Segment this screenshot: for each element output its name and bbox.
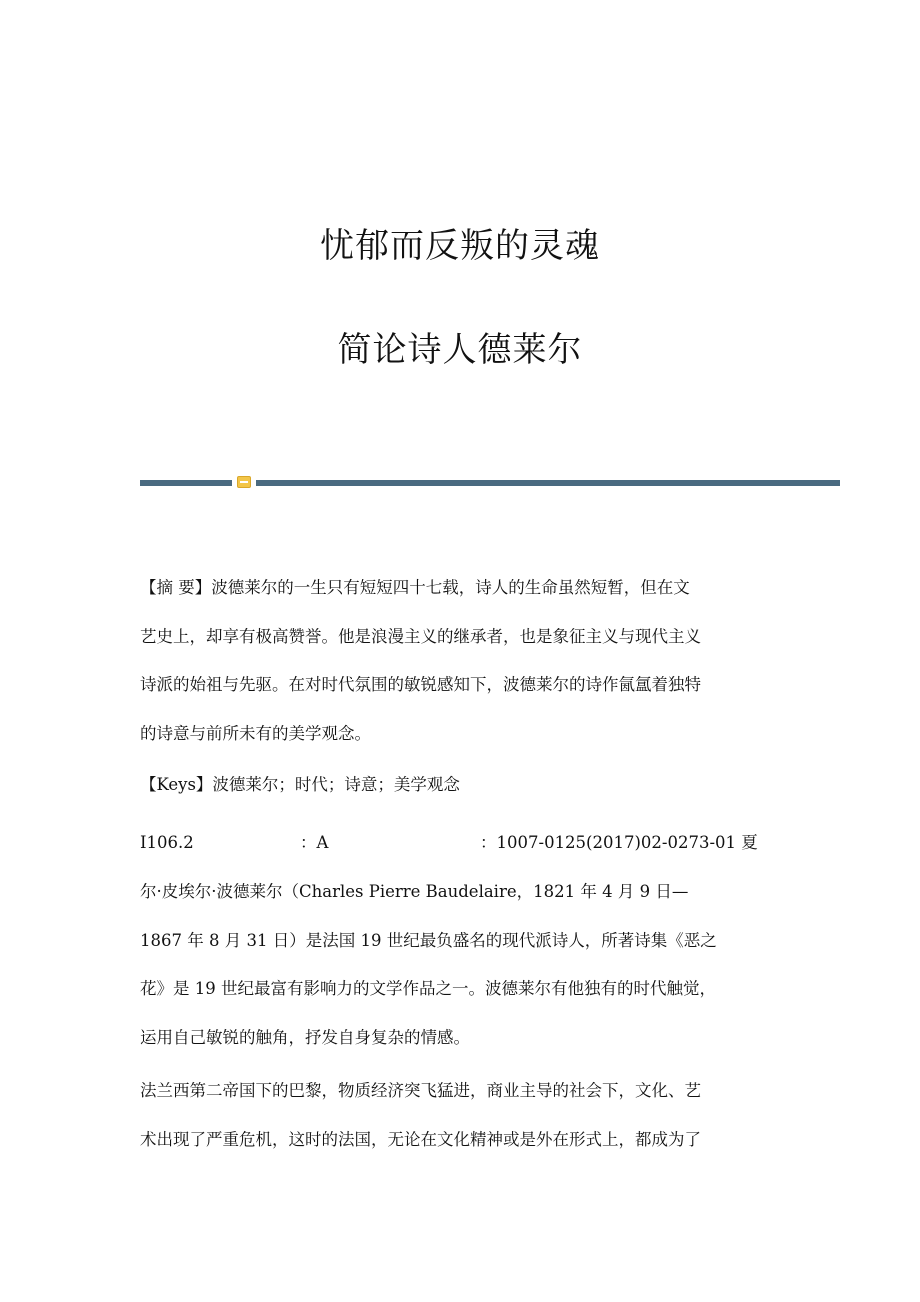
abstract-line: 艺史上，却享有极高赞誉。他是浪漫主义的继承者，也是象征主义与现代主义 <box>140 626 701 646</box>
document-subtitle: 简论诗人德莱尔 <box>337 330 583 370</box>
divider-bar-left <box>140 480 232 486</box>
intro-line: 尔·皮埃尔·波德莱尔（Charles Pierre Baudelaire，1821 年 4 月 9 日— <box>140 882 689 901</box>
divider-bar-right <box>256 480 840 486</box>
body-paragraph <box>140 1078 772 1175</box>
keywords-line: 【Keys】波德莱尔；时代；诗意；美学观念 <box>140 775 460 794</box>
article-id: ：1007-0125(2017)02-0273-01 夏 <box>480 833 758 852</box>
abstract-line: 的诗意与前所未有的美学观念。 <box>140 723 371 743</box>
title-divider <box>140 474 840 492</box>
document-code: ：A <box>300 833 329 852</box>
document-title: 忧郁而反叛的灵魂 <box>320 226 600 266</box>
keywords-paragraph <box>140 772 772 821</box>
abstract-line: 【摘 要】波德莱尔的一生只有短短四十七载，诗人的生命虽然短暂，但在文 <box>140 578 690 597</box>
abstract-paragraph <box>140 575 772 769</box>
intro-line: 1867 年 8 月 31 日）是法国 19 世纪最负盛名的现代派诗人，所著诗集《恶之 <box>140 930 717 950</box>
divider-emblem-icon <box>237 476 251 488</box>
intro-line: 运用自己敏锐的触角，抒发自身复杂的情感。 <box>140 1027 470 1047</box>
intro-line: 花》是 19 世纪最富有影响力的文学作品之一。波德莱尔有他独有的时代触觉， <box>140 979 716 998</box>
body-line: 术出现了严重危机，这时的法国，无论在文化精神或是外在形式上，都成为了 <box>140 1129 701 1149</box>
body-line: 法兰西第二帝国下的巴黎，物质经济突飞猛进，商业主导的社会下，文化、艺 <box>140 1081 701 1100</box>
abstract-line: 诗派的始祖与先驱。在对时代氛围的敏锐感知下，波德莱尔的诗作氤氲着独特 <box>140 675 701 694</box>
classification-number: I106.2 <box>140 833 194 852</box>
intro-paragraph <box>140 879 772 1073</box>
article-meta <box>140 830 772 879</box>
meta-line <box>140 830 772 879</box>
